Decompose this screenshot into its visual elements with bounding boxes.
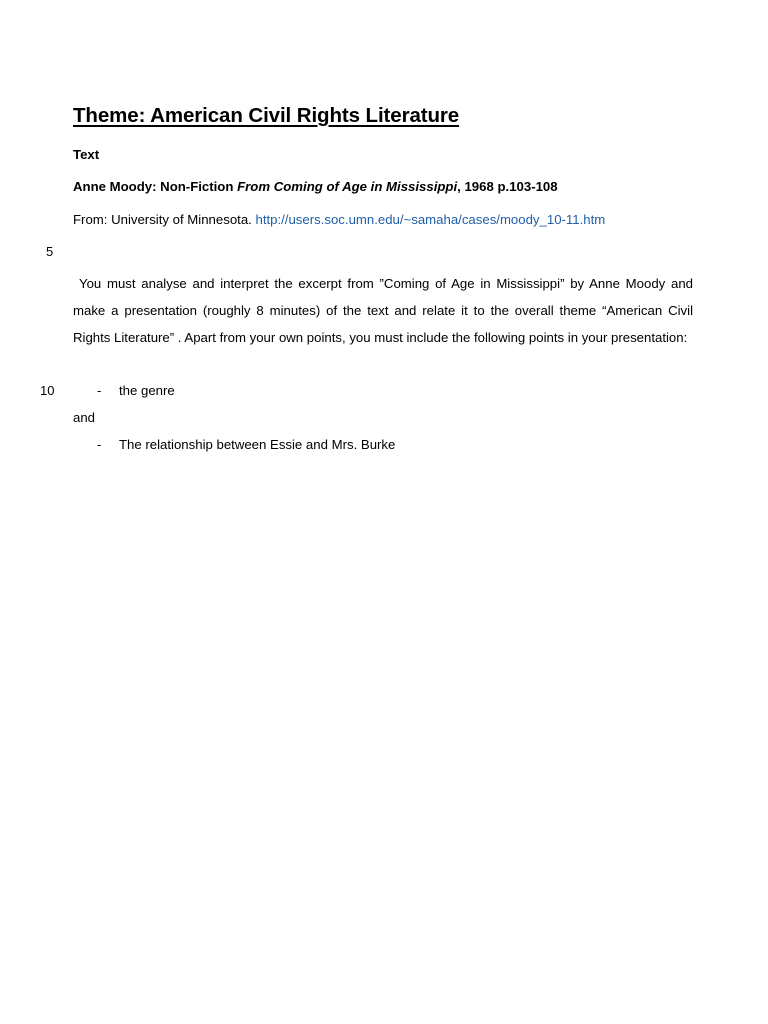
source-author: Anne Moody: Non-Fiction	[73, 179, 238, 194]
source-line	[73, 179, 558, 194]
section-label: Text	[73, 147, 100, 162]
instructions-paragraph: You must analyse and interpret the excerpt from ”Coming of Age in Mississippi” by Anne Moody and make a presentation (roughly 8 minutes) of the text and relate it to the overall theme “American Civil Rights Literature” . Apart from your own points, you must include the following points in your presentation:	[73, 276, 693, 345]
bullet-genre: the genre	[119, 383, 175, 398]
bullet-dash: -	[97, 383, 102, 398]
from-line	[73, 212, 605, 227]
source-details: , 1968 p.103-108	[457, 179, 558, 194]
line-number-10: 10	[40, 383, 55, 398]
page-title: Theme: American Civil Rights Literature	[73, 104, 460, 127]
bullet-relationship: The relationship between Essie and Mrs. Burke	[119, 437, 396, 452]
connector-and: and	[73, 410, 96, 425]
source-url-link[interactable]: http://users.soc.umn.edu/~samaha/cases/moody_10-11.htm	[255, 212, 606, 227]
line-number-5: 5	[46, 244, 54, 259]
from-label: From: University of Minnesota.	[73, 212, 256, 227]
bullet-dash: -	[97, 437, 102, 452]
source-work-title: From Coming of Age in Mississippi	[237, 179, 458, 194]
